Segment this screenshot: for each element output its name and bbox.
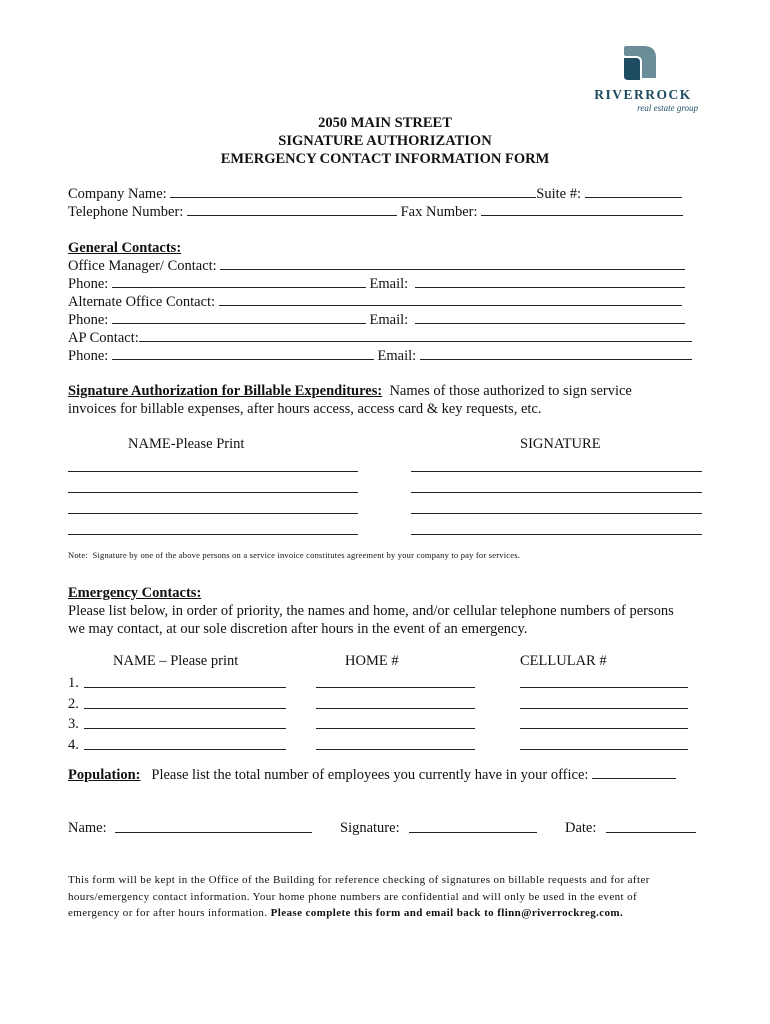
phone-field-2[interactable] xyxy=(112,311,366,324)
cellular-column-header: CELLULAR # xyxy=(520,653,607,669)
emergency-name-field-1[interactable] xyxy=(84,687,286,688)
authorized-signature-field-4[interactable] xyxy=(411,534,702,535)
email-label: Email: xyxy=(377,348,417,364)
emergency-home-field-3[interactable] xyxy=(316,728,475,729)
authorized-name-field-4[interactable] xyxy=(68,534,358,535)
emergency-name-field-2[interactable] xyxy=(84,708,286,709)
ap-contact-label: AP Contact: xyxy=(68,330,139,346)
logo-wordmark: RIVERROCK xyxy=(594,87,692,102)
email-label: Email: xyxy=(369,276,409,292)
email-field-2[interactable] xyxy=(415,311,685,324)
telephone-row xyxy=(68,203,683,221)
population-field[interactable] xyxy=(592,766,676,779)
office-manager-row xyxy=(68,257,685,275)
population-row xyxy=(68,766,676,784)
emergency-cellular-field-4[interactable] xyxy=(520,749,688,750)
sign-off-signature-field[interactable] xyxy=(409,832,537,833)
signature-note: Note: Signature by one of the above persons on a service invoice constitutes agreement by your company to pay for services. xyxy=(68,550,521,560)
emergency-home-field-2[interactable] xyxy=(316,708,475,709)
authorized-signature-field-1[interactable] xyxy=(411,471,702,472)
header-subtitle: EMERGENCY CONTACT INFORMATION FORM xyxy=(220,151,550,167)
email-label: Email: xyxy=(369,312,409,328)
emergency-row-number: 3. xyxy=(68,716,79,732)
authorized-name-field-2[interactable] xyxy=(68,492,358,493)
company-name-label: Company Name: xyxy=(68,186,167,202)
signature-authorization-intro xyxy=(68,382,632,400)
fax-label: Fax Number: xyxy=(400,204,478,220)
sign-off-date-label: Date: xyxy=(565,820,597,836)
general-contacts-heading: General Contacts: xyxy=(68,240,182,256)
emergency-home-field-4[interactable] xyxy=(316,749,475,750)
signature-authorization-text-2: invoices for billable expenses, after hours access, access card & key requests, etc. xyxy=(68,401,542,417)
emergency-cellular-field-3[interactable] xyxy=(520,728,688,729)
emergency-contacts-text-1: Please list below, in order of priority, the names and home, and/or cellular telephone numbers of persons xyxy=(68,603,674,619)
home-column-header: HOME # xyxy=(345,653,399,669)
sign-off-date-field[interactable] xyxy=(606,832,696,833)
footer-line-3-wrap xyxy=(68,905,702,922)
sign-off-signature-label: Signature: xyxy=(340,820,400,836)
emergency-contacts-text-2: we may contact, at our sole discretion after hours in the event of an emergency. xyxy=(68,621,528,637)
population-text: Please list the total number of employees you currently have in your office: xyxy=(151,767,589,783)
phone-row-3 xyxy=(68,347,692,365)
authorized-signature-field-2[interactable] xyxy=(411,492,702,493)
alternate-contact-label: Alternate Office Contact: xyxy=(68,294,216,310)
phone-row-2 xyxy=(68,311,685,329)
logo-tagline: real estate group xyxy=(637,103,698,113)
emergency-cellular-field-2[interactable] xyxy=(520,708,688,709)
footer-line-2: hours/emergency contact information. Your home phone numbers are confidential and will only be used in the event of xyxy=(68,890,638,903)
alternate-contact-row xyxy=(68,293,682,311)
phone-label: Phone: xyxy=(68,312,109,328)
telephone-label: Telephone Number: xyxy=(68,204,184,220)
emergency-cellular-field-1[interactable] xyxy=(520,687,688,688)
footer-email-instruction: Please complete this form and email back to flinn@riverrockreg.com. xyxy=(270,907,624,919)
footer-line-3: emergency or for after hours information. xyxy=(68,907,268,919)
emergency-name-field-4[interactable] xyxy=(84,749,286,750)
company-name-field[interactable] xyxy=(170,185,536,198)
fax-field[interactable] xyxy=(481,203,683,216)
signature-column-header: SIGNATURE xyxy=(520,436,601,452)
footer-notice xyxy=(68,872,702,922)
phone-label: Phone: xyxy=(68,276,109,292)
signature-authorization-heading: Signature Authorization for Billable Expenditures: xyxy=(68,383,383,399)
population-label: Population: xyxy=(68,767,141,783)
ap-contact-row xyxy=(68,329,692,347)
footer-line-1: This form will be kept in the Office of the Building for reference checking of signatures on billable requests and for after xyxy=(68,874,650,886)
emergency-row-number: 1. xyxy=(68,675,79,691)
office-manager-field[interactable] xyxy=(220,257,685,270)
emergency-contacts-heading: Emergency Contacts: xyxy=(68,585,202,601)
authorized-name-field-3[interactable] xyxy=(68,513,358,514)
authorized-name-field-1[interactable] xyxy=(68,471,358,472)
ap-contact-field[interactable] xyxy=(139,329,692,342)
authorized-signature-field-3[interactable] xyxy=(411,513,702,514)
signature-authorization-text-1: Names of those authorized to sign service xyxy=(389,383,632,399)
suite-label: Suite #: xyxy=(536,186,582,202)
suite-field[interactable] xyxy=(585,185,682,198)
riverrock-logo-icon xyxy=(582,44,704,88)
phone-row-1 xyxy=(68,275,685,293)
company-logo xyxy=(582,44,704,116)
email-field-1[interactable] xyxy=(415,275,685,288)
header-address: 2050 MAIN STREET xyxy=(318,115,452,131)
emergency-name-column-header: NAME – Please print xyxy=(113,653,239,669)
email-field-3[interactable] xyxy=(420,347,692,360)
sign-off-name-field[interactable] xyxy=(115,832,312,833)
emergency-home-field-1[interactable] xyxy=(316,687,475,688)
phone-field-3[interactable] xyxy=(112,347,374,360)
phone-field-1[interactable] xyxy=(112,275,366,288)
phone-label: Phone: xyxy=(68,348,109,364)
header-title: SIGNATURE AUTHORIZATION xyxy=(278,133,492,149)
emergency-name-field-3[interactable] xyxy=(84,728,286,729)
alternate-contact-field[interactable] xyxy=(219,293,682,306)
emergency-row-number: 4. xyxy=(68,737,79,753)
name-column-header: NAME-Please Print xyxy=(128,436,245,452)
office-manager-label: Office Manager/ Contact: xyxy=(68,258,217,274)
sign-off-name-label: Name: xyxy=(68,820,107,836)
company-name-row xyxy=(68,185,682,203)
emergency-row-number: 2. xyxy=(68,696,79,712)
telephone-field[interactable] xyxy=(187,203,397,216)
